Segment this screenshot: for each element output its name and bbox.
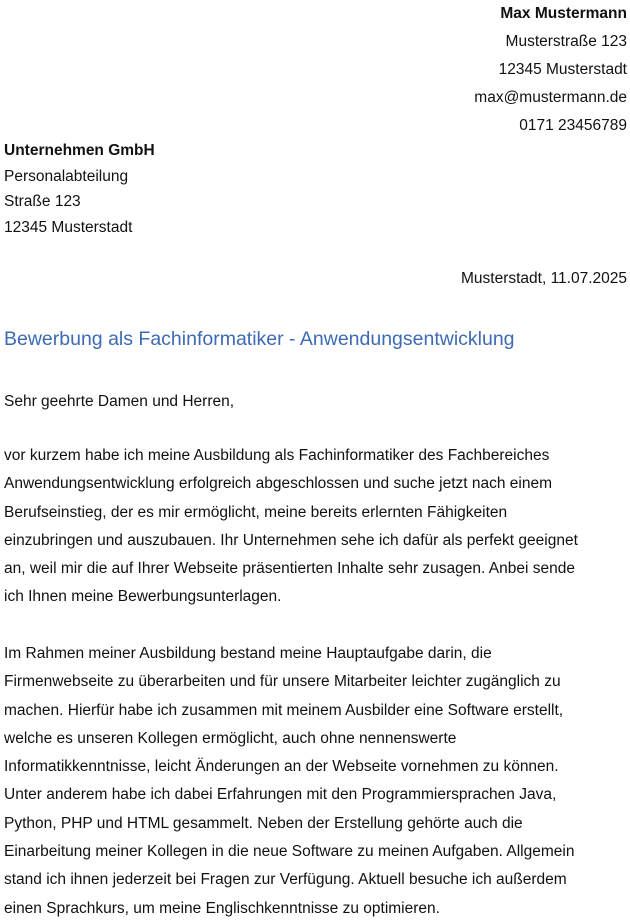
subject-line: Bewerbung als Fachinformatiker - Anwendungsentwicklung [4,328,515,350]
paragraph-line: Python, PHP und HTML gesammelt. Neben der Erstellung gehörte auch die [4,814,523,832]
paragraph-line: Im Rahmen meiner Ausbildung bestand meine Hauptaufgabe darin, die [4,645,492,662]
sender-street: Musterstraße 123 [505,33,627,50]
recipient-company: Unternehmen GmbH [4,142,155,159]
paragraph-line: Berufseinstieg, der es mir ermöglicht, meine bereits erlernten Fähigkeiten [4,503,508,521]
paragraph-line: Unter anderem habe ich dabei Erfahrungen mit den Programmiersprachen Java, [4,786,557,804]
sender-block [474,0,627,140]
paragraph-line: welche es unseren Kollegen ermöglicht, auch ohne nennenswerte [4,729,457,747]
paragraph-line: Firmenwebseite zu überarbeiten und für unsere Mitarbeiter leichter zugänglich zu [4,673,561,691]
sender-name: Max Mustermann [500,5,627,22]
paragraph-line: Informatikkenntnisse, leicht Änderungen an der Webseite vornehmen zu können. [4,758,559,776]
paragraph-line: vor kurzem habe ich meine Ausbildung als Fachinformatiker des Fachbereiches [4,447,550,464]
recipient-street: Straße 123 [4,193,81,210]
date-line: Musterstadt, 11.07.2025 [460,270,627,287]
recipient-city: 12345 Musterstadt [4,218,133,236]
paragraph-line: Einarbeitung meiner Kollegen in die neue Software zu meinen Aufgaben. Allgemein [4,843,575,861]
body-paragraph-1 [4,442,630,612]
paragraph-line: an, weil mir die auf Ihrer Webseite präsentierten Inhalte sehr zusagen. Anbei sende [4,560,575,578]
paragraph-line: ich Ihnen meine Bewerbungsunterlagen. [4,588,282,606]
paragraph-line: einen Sprachkurs, um meine Englischkenntnisse zu optimieren. [4,899,440,917]
salutation: Sehr geehrte Damen und Herren, [4,393,235,410]
recipient-block [4,138,155,240]
paragraph-line: machen. Hierfür habe ich zusammen mit meinem Ausbilder eine Software erstellt, [4,701,564,719]
paragraph-line: Anwendungsentwicklung erfolgreich abgeschlossen und suche jetzt nach einem [4,475,553,493]
recipient-department: Personalabteilung [4,167,129,185]
sender-city: 12345 Musterstadt [498,61,627,78]
paragraph-line: stand ich ihnen jederzeit bei Fragen zur Verfügung. Aktuell besuche ich außerdem [4,871,567,889]
body-paragraph-2 [4,640,630,923]
sender-email: max@mustermann.de [474,89,627,106]
sender-phone: 0171 23456789 [519,117,627,134]
paragraph-line: einzubringen und auszubauen. Ihr Unternehmen sehe ich dafür als perfekt geeignet [4,531,578,549]
